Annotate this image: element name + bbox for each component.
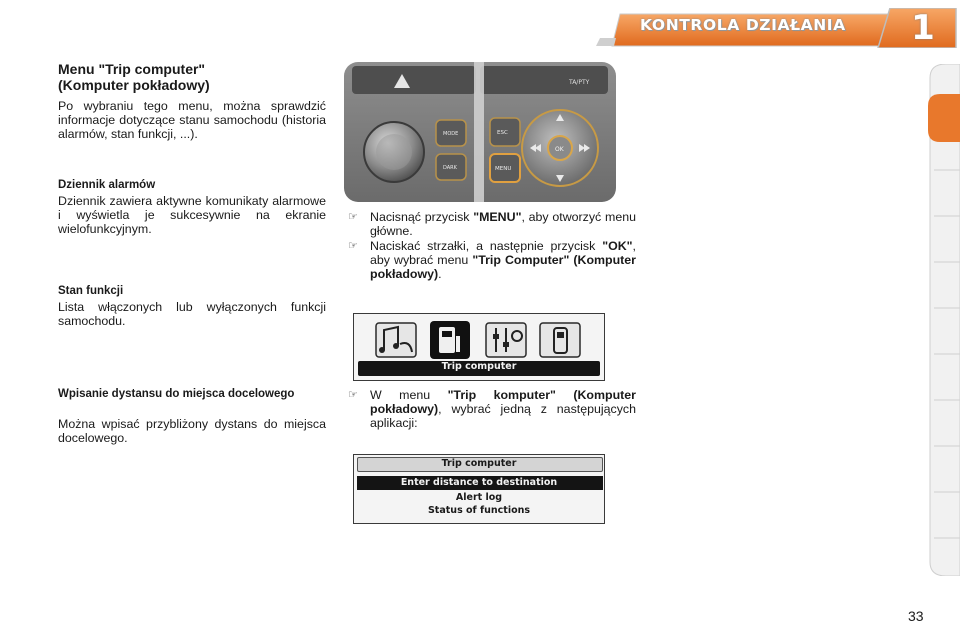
settings-icon	[486, 323, 526, 357]
svg-text:ESC: ESC	[497, 130, 508, 136]
svg-text:OK: OK	[555, 146, 564, 153]
section-title: Menu "Trip computer" (Komputer pokładowy)	[58, 61, 210, 93]
status-heading: Stan funkcji	[58, 285, 124, 297]
alert-log-heading: Dziennik alarmów	[58, 179, 156, 191]
phone-icon	[540, 323, 580, 357]
menu-item-enter-distance[interactable]: Enter distance to destination	[400, 477, 558, 488]
chapter-title: KONTROLA DZIAŁANIA	[640, 16, 846, 34]
hand-pointer-icon: ☞	[348, 240, 358, 252]
main-menu-screen	[353, 313, 605, 381]
audio-icon	[376, 323, 416, 357]
distance-heading: Wpisanie dystansu do miejsca docelowego	[58, 388, 295, 400]
instruction-step-2: ☞ Naciskać strzałki, a następnie przycisk "OK", aby wybrać menu "Trip Computer" (Komputer pokładowy).	[348, 239, 637, 281]
menu-item-status-functions[interactable]: Status of functions	[427, 505, 531, 516]
chapter-tabs	[926, 64, 960, 576]
chapter-number: 1	[911, 8, 935, 48]
intro-text: Po wybraniu tego menu, można sprawdzić informacje dotyczące stanu samochodu (historia alarmów, stan funkcji, ...).	[58, 99, 326, 141]
svg-text:MODE: MODE	[443, 131, 459, 137]
alert-log-text: Dziennik zawiera aktywne komunikaty alarmowe i wyświetla je sukcesywnie na ekranie wielofunkcyjnym.	[58, 194, 326, 236]
distance-text: Można wpisać przybliżony dystans do miejsca docelowego.	[58, 417, 326, 445]
page-number: 33	[908, 608, 924, 624]
trip-computer-menu-screen	[353, 454, 605, 524]
radio-panel-image	[344, 62, 616, 202]
menu-header-label: Trip computer	[441, 458, 517, 469]
hand-pointer-icon: ☞	[348, 211, 358, 223]
instruction-step-3: ☞ W menu "Trip komputer" (Komputer pokładowy), wybrać jedną z następujących aplikacji:	[348, 388, 636, 430]
instruction-step-1: ☞ Nacisnąć przycisk "MENU", aby otworzyć menu główne.	[348, 210, 636, 238]
tapty-button-label: TA/PTY	[569, 79, 590, 86]
trip-computer-icon	[430, 321, 470, 359]
hand-pointer-icon: ☞	[348, 389, 358, 401]
menu-item-alert-log[interactable]: Alert log	[455, 492, 503, 503]
status-text: Lista włączonych lub wyłączonych funkcji samochodu.	[58, 300, 326, 328]
svg-text:DARK: DARK	[443, 165, 457, 171]
menu-selection-label: Trip computer	[441, 361, 517, 372]
svg-text:MENU: MENU	[495, 166, 512, 172]
